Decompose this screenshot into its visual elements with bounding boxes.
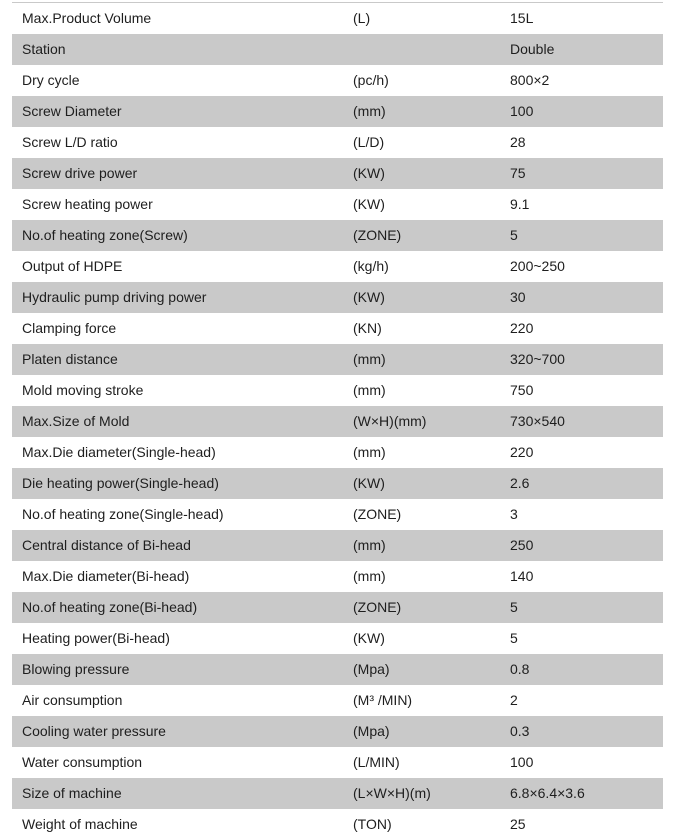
spec-unit-cell: (mm)	[353, 344, 510, 375]
spec-name-cell: Size of machine	[12, 778, 353, 809]
spec-value-cell: 730×540	[510, 406, 663, 437]
table-row	[12, 716, 663, 747]
spec-value-cell: 30	[510, 282, 663, 313]
spec-unit-cell: (kg/h)	[353, 251, 510, 282]
spec-unit-cell: (mm)	[353, 375, 510, 406]
spec-name-cell: Die heating power(Single-head)	[12, 468, 353, 499]
spec-name-cell: Max.Die diameter(Bi-head)	[12, 561, 353, 592]
spec-unit-cell: (L/MIN)	[353, 747, 510, 778]
spec-value-cell: 320~700	[510, 344, 663, 375]
spec-name-cell: Heating power(Bi-head)	[12, 623, 353, 654]
spec-name-cell: Cooling water pressure	[12, 716, 353, 747]
spec-value-cell: 15L	[510, 3, 663, 35]
spec-name-cell: Station	[12, 34, 353, 65]
table-row	[12, 468, 663, 499]
table-row	[12, 530, 663, 561]
spec-value-cell: 140	[510, 561, 663, 592]
spec-value-cell: 6.8×6.4×3.6	[510, 778, 663, 809]
spec-name-cell: Max.Die diameter(Single-head)	[12, 437, 353, 468]
spec-value-cell: 0.8	[510, 654, 663, 685]
spec-unit-cell: (ZONE)	[353, 592, 510, 623]
spec-value-cell: 750	[510, 375, 663, 406]
spec-name-cell: No.of heating zone(Screw)	[12, 220, 353, 251]
spec-name-cell: No.of heating zone(Single-head)	[12, 499, 353, 530]
spec-name-cell: No.of heating zone(Bi-head)	[12, 592, 353, 623]
spec-value-cell: 200~250	[510, 251, 663, 282]
table-row	[12, 344, 663, 375]
table-row	[12, 406, 663, 437]
table-row	[12, 561, 663, 592]
spec-value-cell: 25	[510, 809, 663, 840]
spec-value-cell: Double	[510, 34, 663, 65]
table-row	[12, 313, 663, 344]
table-row	[12, 654, 663, 685]
spec-unit-cell: (KW)	[353, 189, 510, 220]
spec-unit-cell: (mm)	[353, 530, 510, 561]
spec-name-cell: Water consumption	[12, 747, 353, 778]
table-row	[12, 127, 663, 158]
table-row	[12, 189, 663, 220]
table-row	[12, 437, 663, 468]
spec-unit-cell: (KW)	[353, 623, 510, 654]
spec-value-cell: 220	[510, 313, 663, 344]
table-row	[12, 809, 663, 840]
spec-name-cell: Screw L/D ratio	[12, 127, 353, 158]
table-row	[12, 375, 663, 406]
spec-name-cell: Platen distance	[12, 344, 353, 375]
table-row	[12, 747, 663, 778]
spec-name-cell: Mold moving stroke	[12, 375, 353, 406]
spec-unit-cell: (L×W×H)(m)	[353, 778, 510, 809]
spec-name-cell: Air consumption	[12, 685, 353, 716]
table-row	[12, 158, 663, 189]
table-row	[12, 778, 663, 809]
spec-name-cell: Screw heating power	[12, 189, 353, 220]
spec-unit-cell: (KW)	[353, 468, 510, 499]
spec-value-cell: 0.3	[510, 716, 663, 747]
spec-name-cell: Central distance of Bi-head	[12, 530, 353, 561]
table-row	[12, 592, 663, 623]
spec-unit-cell: (KW)	[353, 282, 510, 313]
spec-value-cell: 3	[510, 499, 663, 530]
spec-unit-cell: (mm)	[353, 96, 510, 127]
spec-value-cell: 800×2	[510, 65, 663, 96]
spec-name-cell: Hydraulic pump driving power	[12, 282, 353, 313]
spec-value-cell: 9.1	[510, 189, 663, 220]
spec-unit-cell	[353, 34, 510, 65]
spec-unit-cell: (pc/h)	[353, 65, 510, 96]
table-row	[12, 499, 663, 530]
spec-name-cell: Screw drive power	[12, 158, 353, 189]
spec-name-cell: Max.Product Volume	[12, 3, 353, 35]
spec-unit-cell: (W×H)(mm)	[353, 406, 510, 437]
spec-unit-cell: (M³ /MIN)	[353, 685, 510, 716]
spec-unit-cell: (KN)	[353, 313, 510, 344]
table-row	[12, 65, 663, 96]
spec-name-cell: Blowing pressure	[12, 654, 353, 685]
spec-unit-cell: (Mpa)	[353, 654, 510, 685]
table-row	[12, 282, 663, 313]
spec-table-body	[12, 3, 663, 840]
spec-unit-cell: (L/D)	[353, 127, 510, 158]
spec-value-cell: 100	[510, 96, 663, 127]
table-row	[12, 623, 663, 654]
spec-value-cell: 5	[510, 592, 663, 623]
spec-table	[12, 2, 663, 840]
spec-value-cell: 100	[510, 747, 663, 778]
spec-unit-cell: (KW)	[353, 158, 510, 189]
table-row	[12, 251, 663, 282]
spec-value-cell: 28	[510, 127, 663, 158]
spec-value-cell: 5	[510, 220, 663, 251]
spec-unit-cell: (TON)	[353, 809, 510, 840]
spec-name-cell: Output of HDPE	[12, 251, 353, 282]
spec-unit-cell: (mm)	[353, 561, 510, 592]
table-row	[12, 220, 663, 251]
table-row	[12, 34, 663, 65]
spec-value-cell: 5	[510, 623, 663, 654]
table-row	[12, 3, 663, 35]
spec-value-cell: 250	[510, 530, 663, 561]
spec-value-cell: 2	[510, 685, 663, 716]
spec-name-cell: Clamping force	[12, 313, 353, 344]
spec-name-cell: Dry cycle	[12, 65, 353, 96]
spec-name-cell: Max.Size of Mold	[12, 406, 353, 437]
table-row	[12, 96, 663, 127]
spec-value-cell: 2.6	[510, 468, 663, 499]
spec-unit-cell: (mm)	[353, 437, 510, 468]
spec-name-cell: Weight of machine	[12, 809, 353, 840]
spec-unit-cell: (ZONE)	[353, 220, 510, 251]
spec-value-cell: 75	[510, 158, 663, 189]
spec-unit-cell: (ZONE)	[353, 499, 510, 530]
spec-unit-cell: (Mpa)	[353, 716, 510, 747]
spec-unit-cell: (L)	[353, 3, 510, 35]
table-row	[12, 685, 663, 716]
spec-value-cell: 220	[510, 437, 663, 468]
spec-name-cell: Screw Diameter	[12, 96, 353, 127]
